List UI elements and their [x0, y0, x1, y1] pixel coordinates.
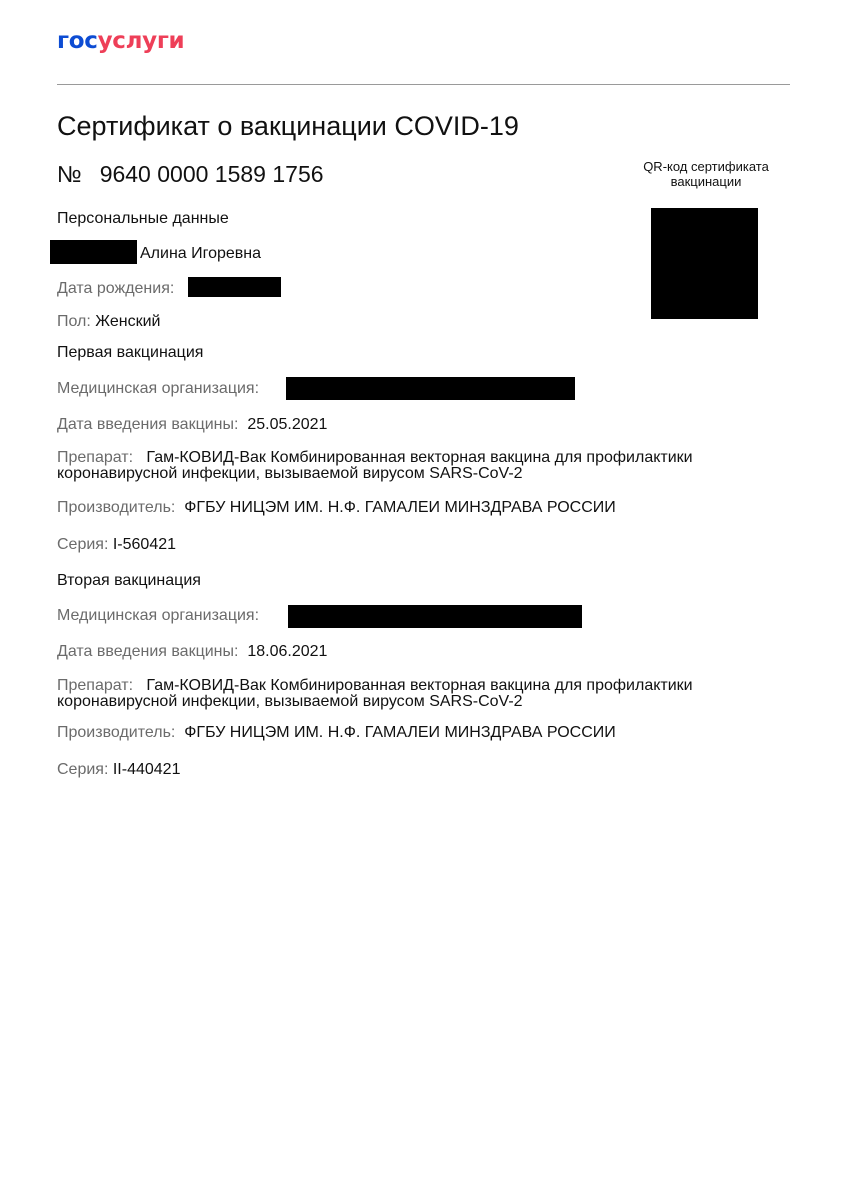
birth-date-label: Дата рождения: [57, 280, 175, 297]
logo-part-uslugi: услуги [97, 28, 185, 54]
first-series-row [57, 536, 176, 553]
first-maker-row [57, 499, 616, 516]
second-maker-value: ФГБУ НИЦЭМ ИМ. Н.Ф. ГАМАЛЕИ МИНЗДРАВА РОССИИ [184, 724, 616, 741]
first-date-label: Дата введения вакцины: [57, 416, 239, 433]
qr-caption-line-2: вакцинации [670, 174, 742, 189]
second-org-redaction [288, 605, 582, 628]
first-date-row [57, 416, 327, 433]
person-name: Алина Игоревна [140, 245, 262, 262]
number-sign: № [57, 161, 82, 187]
qr-caption [622, 159, 790, 189]
second-series-row [57, 761, 180, 778]
first-drug-line-2: коронавирусной инфекции, вызываемой вирусом SARS-CoV-2 [57, 465, 523, 482]
first-date-value: 25.05.2021 [247, 416, 328, 433]
personal-data-heading: Персональные данные [57, 210, 229, 227]
first-drug-label: Препарат: [57, 449, 134, 466]
first-vaccination-heading: Первая вакцинация [57, 344, 204, 361]
qr-caption-line-1: QR-код сертификата [643, 159, 769, 174]
second-drug-line-1: Гам-КОВИД-Вак Комбинированная векторная вакцина для профилактики [146, 677, 693, 694]
second-vaccination-heading: Вторая вакцинация [57, 572, 201, 589]
second-date-value: 18.06.2021 [247, 643, 328, 660]
sex-label: Пол: [57, 313, 91, 330]
gosuslugi-logo [57, 27, 184, 55]
first-org-label: Медицинская организация: [57, 380, 260, 397]
surname-redaction [50, 240, 137, 264]
second-date-row [57, 643, 327, 660]
first-series-value: I-560421 [112, 536, 177, 553]
sex-value: Женский [95, 313, 161, 330]
birth-date-row [57, 280, 174, 297]
second-series-value: II-440421 [112, 761, 181, 778]
logo-part-gos: гос [57, 28, 98, 54]
second-date-label: Дата введения вакцины: [57, 643, 239, 660]
second-drug-line-2: коронавирусной инфекции, вызываемой вирусом SARS-CoV-2 [57, 693, 523, 710]
second-org-label: Медицинская организация: [57, 607, 260, 624]
second-maker-row [57, 724, 616, 741]
first-org-row [57, 380, 259, 397]
sex-row [57, 313, 160, 330]
page-title: Сертификат о вакцинации COVID-19 [57, 111, 519, 141]
certificate-number-value: 9640 0000 1589 1756 [99, 161, 324, 187]
second-drug-block [57, 678, 790, 710]
first-series-label: Серия: [57, 536, 109, 553]
first-drug-block [57, 450, 790, 482]
certificate-number [57, 159, 324, 189]
header-divider [57, 84, 790, 85]
second-drug-label: Препарат: [57, 677, 134, 694]
second-maker-label: Производитель: [57, 724, 176, 741]
qr-code-redacted [651, 208, 758, 319]
first-org-redaction [286, 377, 575, 400]
first-maker-value: ФГБУ НИЦЭМ ИМ. Н.Ф. ГАМАЛЕИ МИНЗДРАВА РОССИИ [184, 499, 616, 516]
first-drug-line-1: Гам-КОВИД-Вак Комбинированная векторная вакцина для профилактики [146, 449, 693, 466]
second-org-row [57, 607, 259, 624]
first-maker-label: Производитель: [57, 499, 176, 516]
second-series-label: Серия: [57, 761, 109, 778]
birth-date-redaction [188, 277, 281, 297]
